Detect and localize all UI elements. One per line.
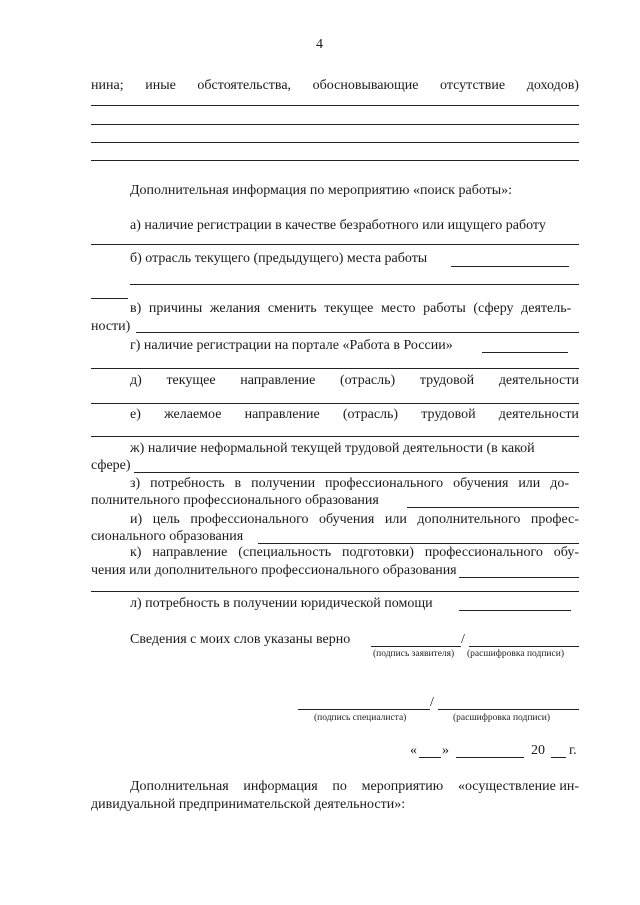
item-d2 [130, 373, 579, 389]
item-k-line1 [130, 545, 579, 561]
fill-line[interactable] [407, 507, 579, 508]
specialist-signature-line[interactable] [298, 709, 430, 710]
word: д) [130, 373, 142, 388]
word: трудовой [419, 373, 475, 388]
section-heading-entrepreneur-line2: дивидуальной предпринимательской деятельности»: [91, 797, 406, 812]
word: «осуществление ин- [457, 779, 579, 794]
word: работы [423, 301, 466, 316]
word: получении [251, 476, 316, 491]
item-z-line2: полнительного профессионального образования [91, 493, 379, 508]
statement: Сведения с моих слов указаны верно [130, 632, 351, 647]
item-d: г) наличие регистрации на портале «Работа в России» [130, 338, 453, 353]
fill-line[interactable] [91, 160, 579, 161]
item-z-line1 [130, 476, 579, 492]
fill-line[interactable] [258, 543, 579, 544]
intro-line [91, 78, 579, 94]
word: по [332, 779, 347, 794]
fill-line[interactable] [91, 124, 579, 125]
word: цель [152, 512, 180, 527]
word: обучения [319, 512, 375, 527]
word: подготовки) [341, 545, 414, 560]
page-number: 4 [316, 37, 323, 52]
date-close-quote: » [442, 743, 449, 758]
word: обстоятельства, [197, 78, 292, 93]
word: желания [209, 301, 261, 316]
item-k-line2: чения или дополнительного профессионального образования [91, 563, 457, 578]
fill-line[interactable] [451, 266, 569, 267]
fill-line[interactable] [91, 368, 579, 369]
word: желаемое [164, 407, 222, 422]
fill-line[interactable] [136, 332, 579, 333]
slash: / [430, 695, 434, 710]
date-century: 20 [531, 743, 545, 758]
word: текущее [324, 301, 374, 316]
word: доходов) [526, 78, 579, 93]
fill-line[interactable] [91, 244, 579, 245]
word: отсутствие [440, 78, 506, 93]
word: обу- [553, 545, 579, 560]
word: (специальность [238, 545, 332, 560]
fill-line[interactable] [91, 403, 579, 404]
fill-line[interactable] [482, 352, 568, 353]
date-day-line[interactable] [419, 757, 441, 758]
word: в) [130, 301, 142, 316]
word: нина; [91, 78, 124, 93]
word: обосновывающие [312, 78, 419, 93]
word: направление [244, 407, 320, 422]
fill-line[interactable] [91, 105, 579, 106]
word: направление [152, 545, 228, 560]
word: профессионального [325, 476, 444, 491]
word: сменить [267, 301, 317, 316]
specialist-signature-caption: (подпись специалиста) [314, 713, 407, 723]
fill-line[interactable] [91, 142, 579, 143]
applicant-name-line[interactable] [469, 646, 579, 647]
word: место [380, 301, 416, 316]
item-zh-line1: ж) наличие неформальной текущей трудовой деятельности (в какой [130, 441, 535, 456]
section-heading-entrepreneur-line1 [130, 779, 579, 795]
word: е) [130, 407, 141, 422]
date-month-line[interactable] [456, 757, 524, 758]
word: з) [130, 476, 141, 491]
word: направление [240, 373, 316, 388]
specialist-decryption-caption: (расшифровка подписи) [453, 713, 550, 723]
item-c-line2: ности) [91, 319, 131, 334]
date-year-line[interactable] [551, 757, 566, 758]
applicant-decryption-caption: (расшифровка подписи) [467, 649, 564, 659]
date-year-suffix: г. [569, 743, 577, 758]
applicant-signature-caption: (подпись заявителя) [373, 649, 455, 659]
item-l: л) потребность в получении юридической помощи [130, 596, 433, 611]
word: деятельности [498, 407, 579, 422]
word: текущее [166, 373, 216, 388]
word: к) [130, 545, 142, 560]
fill-line[interactable] [134, 472, 579, 473]
item-b: б) отрасль текущего (предыдущего) места работы [130, 251, 428, 266]
date-open-quote: « [410, 743, 417, 758]
section-heading-job-search: Дополнительная информация по мероприятию «поиск работы»: [130, 183, 513, 198]
word: (отрасль) [339, 373, 396, 388]
word: и) [130, 512, 143, 527]
item-i-line2: сионального образования [91, 529, 244, 544]
word: или [518, 476, 541, 491]
word: информация [243, 779, 318, 794]
fill-line[interactable] [459, 610, 571, 611]
word: до- [550, 476, 570, 491]
word: обучения [453, 476, 509, 491]
fill-line[interactable] [459, 577, 579, 578]
item-e [130, 407, 579, 423]
fill-line[interactable] [130, 284, 579, 285]
item-i-line1 [130, 512, 579, 528]
item-c-line1 [130, 301, 579, 317]
word: (отрасль) [342, 407, 399, 422]
item-a: а) наличие регистрации в качестве безработного или ищущего работу [130, 218, 546, 233]
word: потребность [150, 476, 225, 491]
word: профессионального [424, 545, 543, 560]
word: причины [148, 301, 203, 316]
word: в [234, 476, 242, 491]
item-zh-line2: сфере) [91, 458, 131, 473]
word: иные [145, 78, 176, 93]
specialist-name-line[interactable] [438, 709, 579, 710]
word: профессионального [190, 512, 309, 527]
fill-line[interactable] [91, 436, 579, 437]
word: (сферу [473, 301, 514, 316]
word: трудовой [421, 407, 476, 422]
slash: / [461, 632, 465, 647]
word: мероприятию [361, 779, 444, 794]
word: деятель- [521, 301, 572, 316]
word: деятельности [498, 373, 579, 388]
word: профес- [530, 512, 579, 527]
applicant-signature-line[interactable] [371, 646, 461, 647]
fill-line[interactable] [91, 591, 579, 592]
word: дополнительного [417, 512, 521, 527]
fill-line[interactable] [91, 298, 128, 299]
word: или [384, 512, 407, 527]
word: Дополнительная [130, 779, 229, 794]
